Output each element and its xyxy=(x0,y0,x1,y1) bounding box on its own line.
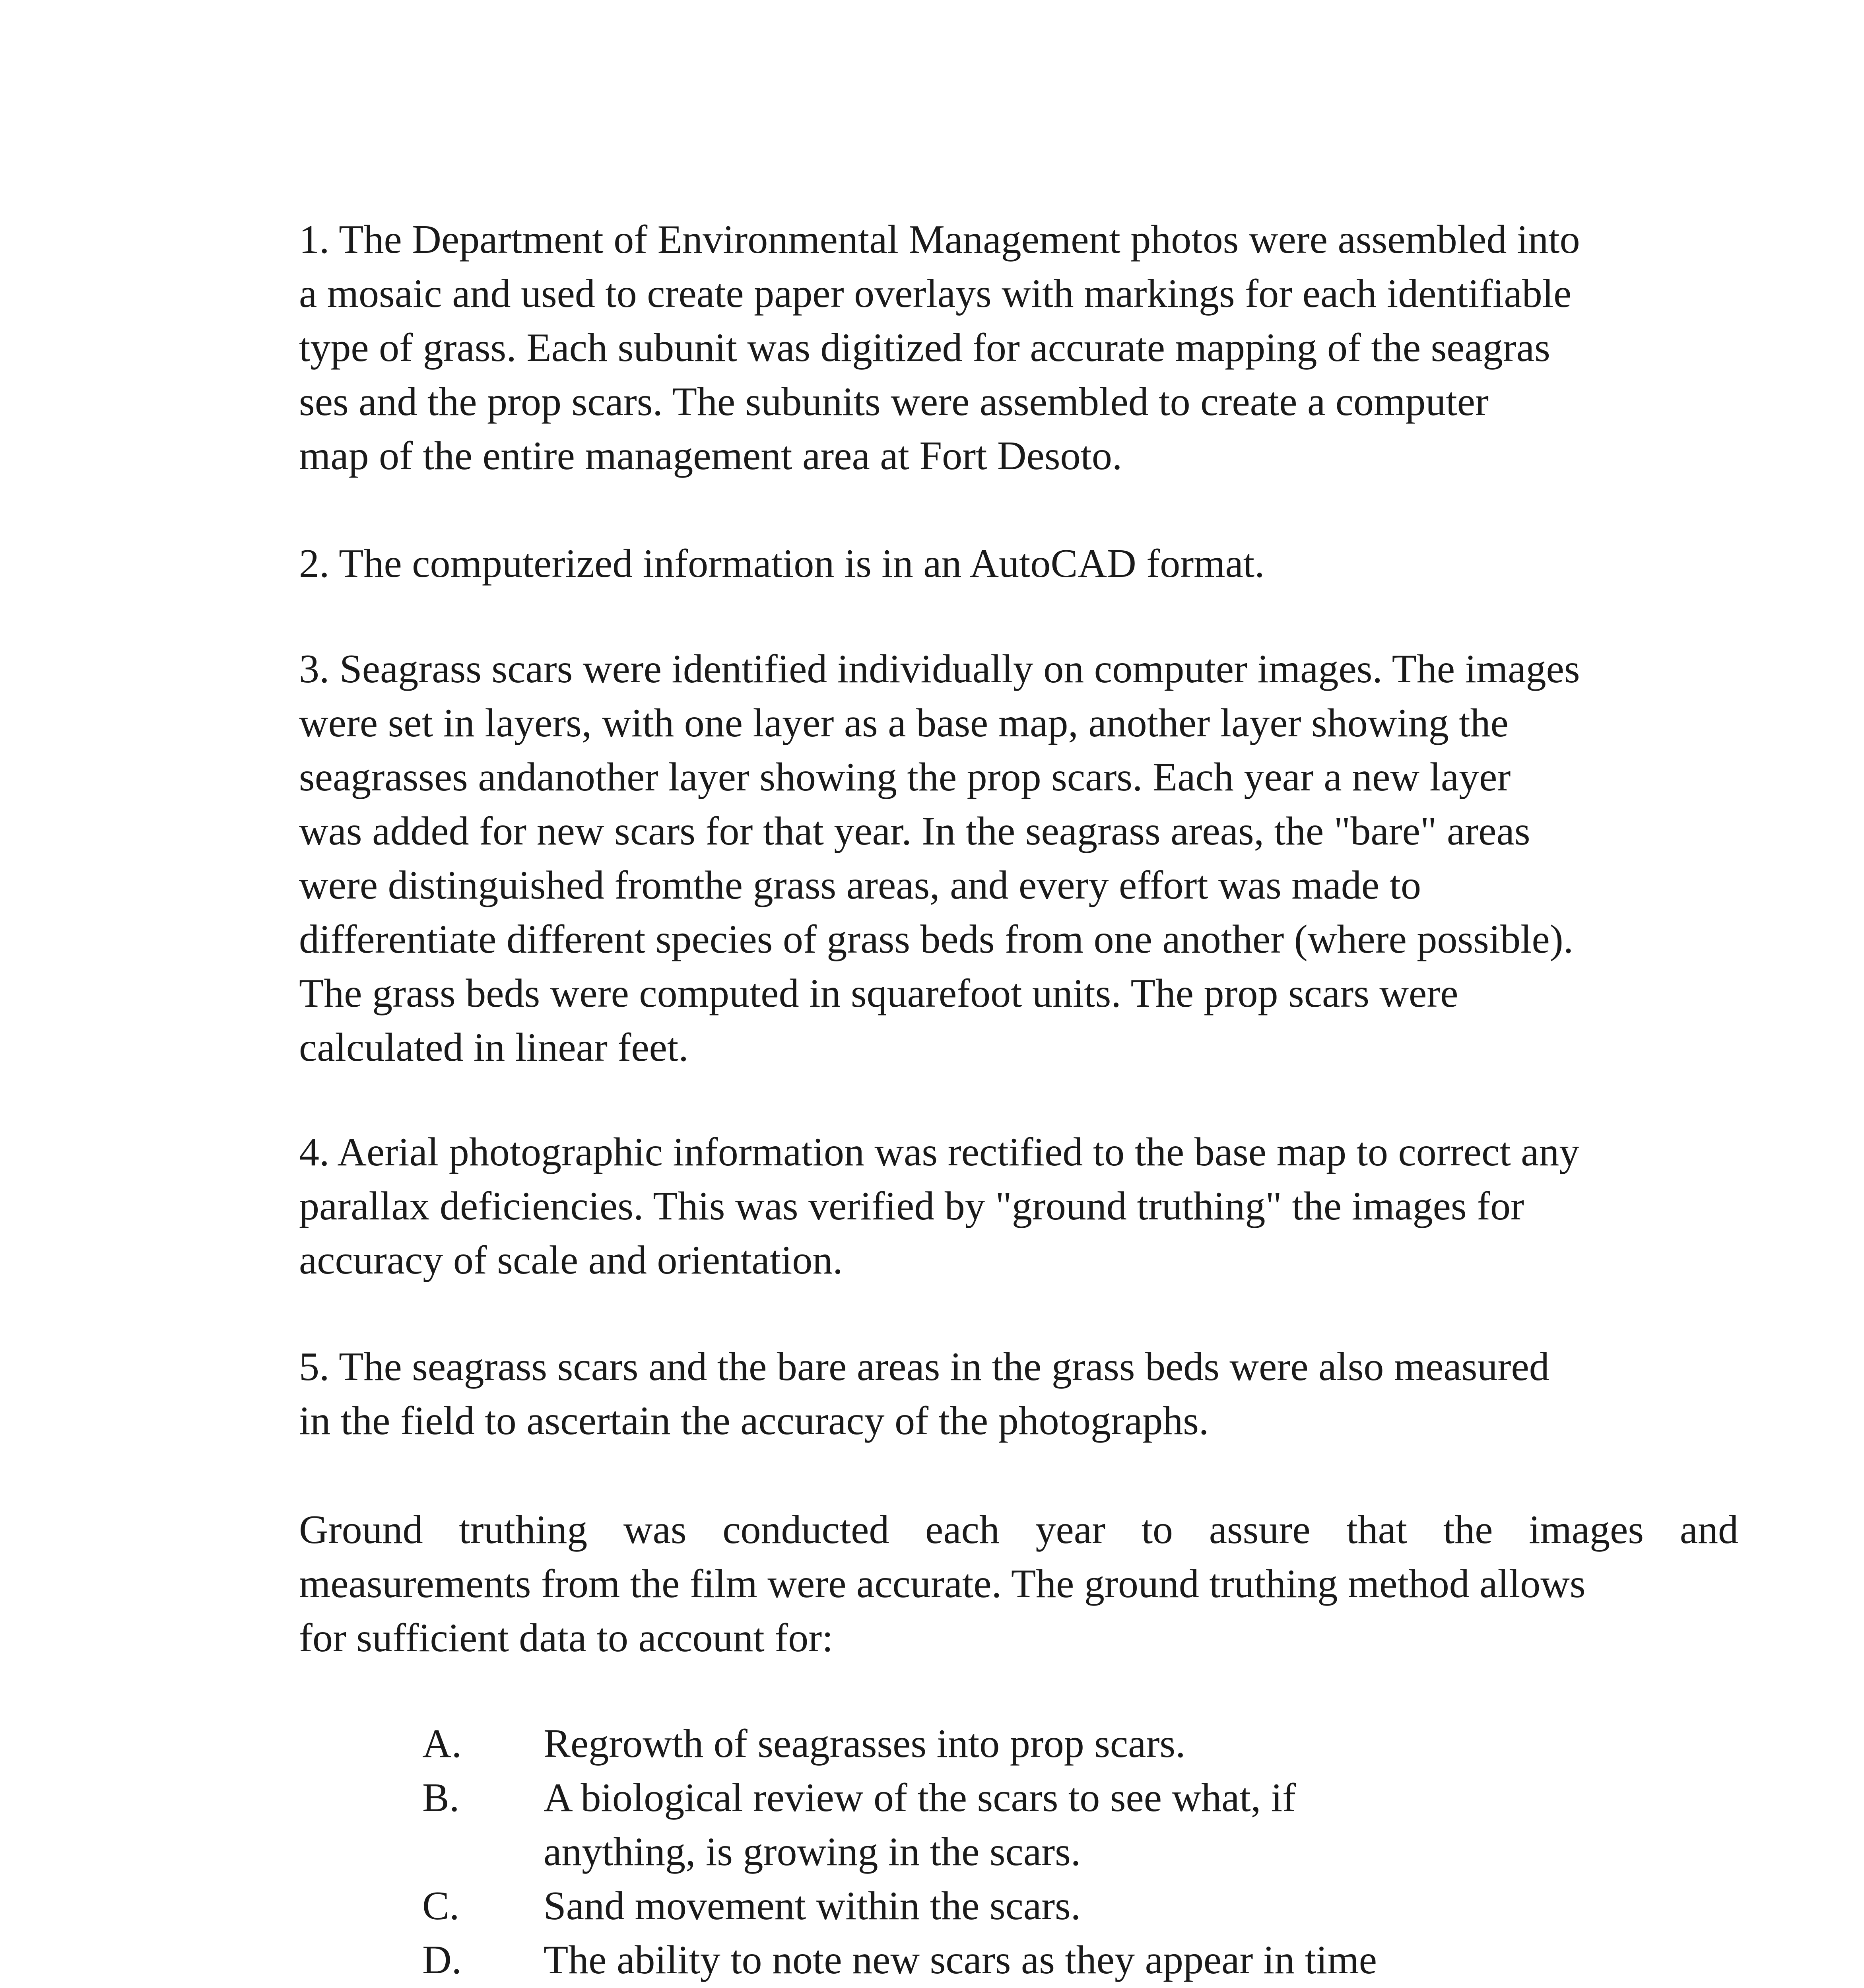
text-line: calculated in linear feet. xyxy=(299,1025,689,1070)
text-line: Sand movement within the scars. xyxy=(544,1883,1081,1928)
text-line: map of the entire management area at Fort Desoto. xyxy=(299,433,1122,478)
list-letter: A. xyxy=(422,1721,462,1766)
text-line: 3. Seagrass scars were identified individually on computer images. The images xyxy=(299,646,1580,691)
text-line: anything, is growing in the scars. xyxy=(544,1829,1081,1874)
text-line: ses and the prop scars. The subunits were assembled to create a computer xyxy=(299,379,1489,424)
text-line: was added for new scars for that year. In the seagrass areas, the "bare" areas xyxy=(299,809,1530,854)
text-line: were distinguished fromthe grass areas, and every effort was made to xyxy=(299,863,1421,908)
text-line: 2. The computerized information is in an AutoCAD format. xyxy=(299,541,1265,586)
text-line: for sufficient data to account for: xyxy=(299,1615,833,1660)
text-line: parallax deficiencies. This was verified by "ground truthing" the images for xyxy=(299,1184,1524,1229)
text-line: were set in layers, with one layer as a base map, another layer showing the xyxy=(299,701,1509,746)
list-letter: D. xyxy=(422,1938,462,1982)
paragraph-3 xyxy=(299,642,1738,1075)
text-line: 1. The Department of Environmental Management photos were assembled into xyxy=(299,217,1580,262)
list-letter: B. xyxy=(422,1775,460,1820)
text-line: a mosaic and used to create paper overlays with markings for each identifiable xyxy=(299,271,1572,316)
paragraph-4 xyxy=(299,1125,1738,1287)
text-line: seagrasses andanother layer showing the prop scars. Each year a new layer xyxy=(299,755,1511,800)
paragraph-ground-truthing xyxy=(299,1503,1738,1665)
text-line: type of grass. Each subunit was digitized for accurate mapping of the seagras xyxy=(299,325,1550,370)
text-line: 4. Aerial photographic information was rectified to the base map to correct any xyxy=(299,1130,1580,1175)
list-body xyxy=(544,1771,1657,1879)
list-letter: C. xyxy=(422,1883,460,1928)
paragraph-2 xyxy=(299,537,1738,591)
text-line: in the field to ascertain the accuracy of the photographs. xyxy=(299,1398,1209,1443)
text-line: The grass beds were computed in squarefoot units. The prop scars were xyxy=(299,971,1458,1016)
text-line: differentiate different species of grass beds from one another (where possible). xyxy=(299,917,1574,962)
text-line: Regrowth of seagrasses into prop scars. xyxy=(544,1721,1186,1766)
list-body xyxy=(544,1717,1657,1771)
text-line: Ground truthing was conducted each year to assure that the images and xyxy=(299,1507,1738,1552)
list-body xyxy=(544,1933,1657,1988)
paragraph-1 xyxy=(299,213,1738,483)
text-line: accuracy of scale and orientation. xyxy=(299,1238,843,1283)
text-line: A biological review of the scars to see what, if xyxy=(544,1775,1296,1820)
paragraph-5 xyxy=(299,1340,1738,1448)
list-body xyxy=(544,1879,1657,1933)
text-line: The ability to note new scars as they appear in time xyxy=(544,1938,1377,1982)
text-line: measurements from the film were accurate. The ground truthing method allows xyxy=(299,1561,1586,1606)
text-line: 5. The seagrass scars and the bare areas in the grass beds were also measured xyxy=(299,1344,1549,1389)
